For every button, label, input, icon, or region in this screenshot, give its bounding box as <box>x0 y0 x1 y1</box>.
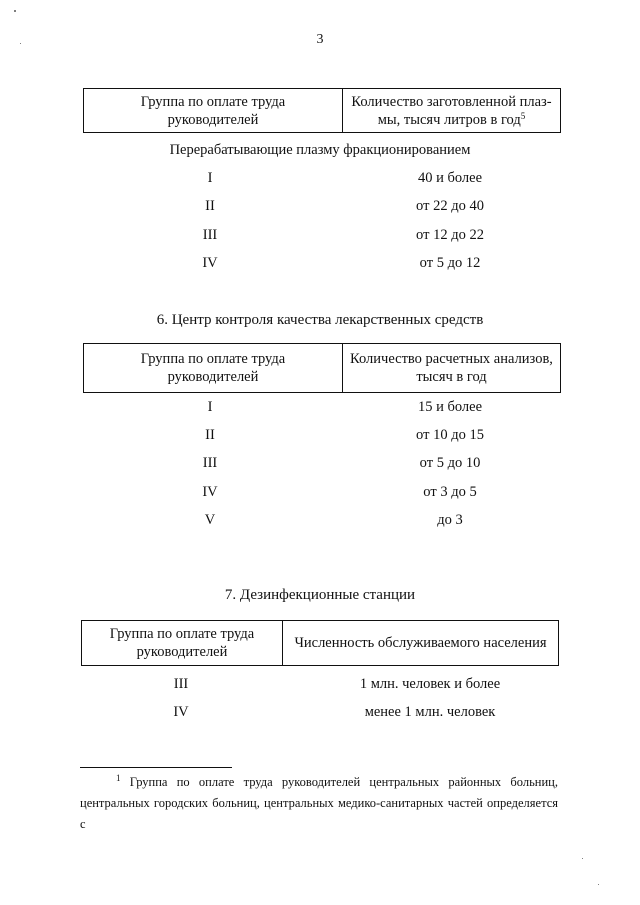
section7-header-group <box>82 621 283 666</box>
footnote-marker: 1 <box>116 773 121 783</box>
table1-header-group <box>84 89 343 133</box>
table1-row-3-group: III <box>202 227 218 243</box>
section6-header <box>83 343 561 393</box>
scan-speck <box>598 884 599 885</box>
section6-row-4-value: от 3 до 5 <box>423 484 477 500</box>
section6-header-group-line2: руководителей <box>167 369 259 385</box>
section7-header <box>81 620 559 666</box>
table1-row-2-value: от 22 до 40 <box>416 198 484 214</box>
section6-row-4-group: IV <box>202 484 218 500</box>
section7-row-1-group: III <box>173 676 189 692</box>
footnote <box>80 772 558 835</box>
section6-header-analyses-line2: тысяч в год <box>416 369 487 385</box>
section6-row-2-value: от 10 до 15 <box>416 427 484 443</box>
section6-title: 6. Центр контроля качества лекарственных средств <box>156 312 484 328</box>
table1-header <box>83 88 561 133</box>
section6-header-group <box>84 344 343 393</box>
table1-row-1-group: I <box>207 170 213 186</box>
footnote-ref-5: 5 <box>520 110 526 121</box>
section6-row-1-group: I <box>207 399 213 415</box>
section7-title: 7. Дезинфекционные станции <box>224 587 416 603</box>
footnote-separator <box>80 767 232 768</box>
table1-row-3-value: от 12 до 22 <box>416 227 484 243</box>
section7-header-group-line1: Группа по оплате труда <box>109 626 255 642</box>
section6-row-5-group: V <box>204 512 216 528</box>
table1-subheading: Перерабатывающие плазму фракционированием <box>169 142 471 158</box>
footnote-text: Группа по оплате труда руководителей центральных районных больниц, центральных городских больниц, центральных медико-санитарных частей определяется с <box>80 775 559 831</box>
table1-header-quantity <box>343 89 561 133</box>
table1-header-quantity-line1: Количество заготовленной плаз- <box>351 93 552 110</box>
table1-row-1-value: 40 и более <box>417 170 483 186</box>
section6-row-5-value: до 3 <box>437 512 463 528</box>
section7-header-population-text: Численность обслуживаемого населения <box>294 635 547 651</box>
table1-header-quantity-line2: мы, тысяч литров в год <box>377 111 521 128</box>
section6-row-2-group: II <box>205 427 215 443</box>
section7-header-population <box>283 621 559 666</box>
table1-header-group-text: Группа по оплате труда руководителей <box>140 93 286 128</box>
table1-row-4-value: от 5 до 12 <box>419 255 481 271</box>
section6-row-1-value: 15 и более <box>417 399 483 415</box>
section6-header-group-line1: Группа по оплате труда <box>140 351 286 367</box>
section6-row-3-group: III <box>202 455 218 471</box>
section7-row-2-group: IV <box>173 704 189 720</box>
section7-header-group-line2: руководителей <box>136 644 228 660</box>
table1-row-2-group: II <box>205 198 215 214</box>
scan-speck <box>20 43 21 44</box>
section6-header-analyses <box>343 344 561 393</box>
page-number: 3 <box>316 32 324 47</box>
section7-row-2-value: менее 1 млн. человек <box>364 704 496 720</box>
scan-speck <box>582 858 583 859</box>
section6-row-3-value: от 5 до 10 <box>419 455 481 471</box>
table1-row-4-group: IV <box>202 255 218 271</box>
section6-header-analyses-line1: Количество расчетных анализов, <box>350 351 553 367</box>
scan-speck <box>14 10 16 12</box>
section7-row-1-value: 1 млн. человек и более <box>359 676 501 692</box>
